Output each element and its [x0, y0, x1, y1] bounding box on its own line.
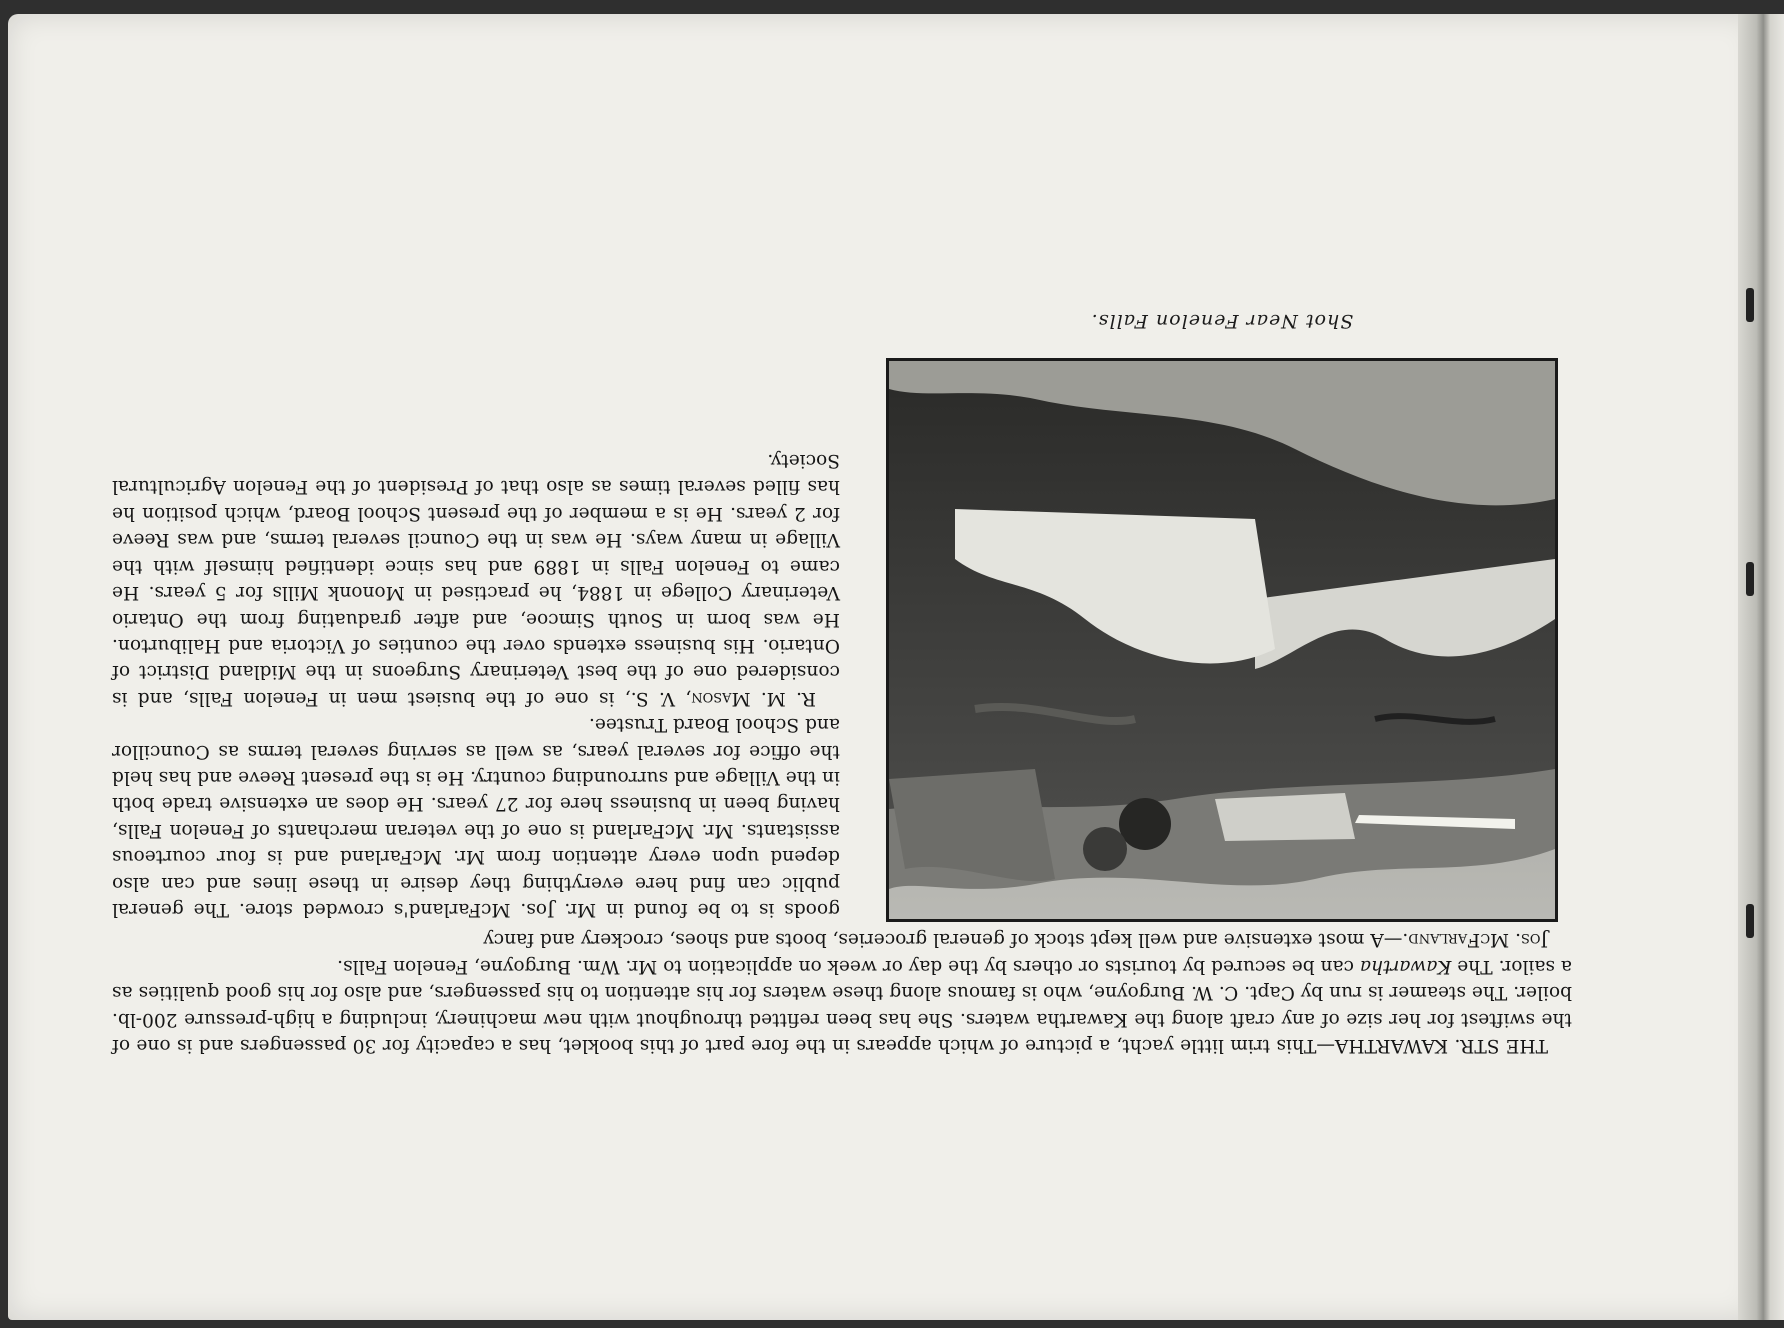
text-column — [112, 447, 840, 922]
kawartha-text-2: can be secured by tourists or others by the day or week on application to Mr. Wm. Burgoyne, Fenelon Falls. — [337, 955, 1354, 977]
mcfarland-paragraph — [112, 926, 1572, 952]
kawartha-section — [112, 926, 1572, 1058]
mason-name: R. M. Mason, V. S., — [624, 687, 816, 709]
mcfarland-text: —A most extensive and well kept stock of general groceries, boots and shoes, crockery and fancy — [483, 929, 1403, 951]
photo-caption: Shot Near Fenelon Falls. — [1090, 310, 1354, 332]
mcfarland-continued: goods is to be found in Mr. Jos. McFarland's crowded store. The general public can find here everything they desire in these lines and can also depend upon every attention from Mr. McFarland and is four courteous assistants. Mr. McFarland is one of the veteran merchants of Fenelon Falls, having been in business here for 27 years. He does an extensive trade both in the Village and surrounding country. He is the present Reeve and has held the office for several years, as well as serving several terms as Councillor and School Board Trustee. — [112, 714, 840, 920]
mcfarland-name: Jos. McFarland. — [1402, 929, 1548, 951]
kawartha-heading: THE STR. KAWARTHA — [1334, 1035, 1548, 1056]
mason-text: is one of the busiest men in Fenelon Falls, and is considered one of the best Veterinary Surgeons in the Midland District of Ontario. His business extends over the counties of Victoria and Haliburton. He was born in South Simcoe, and after graduating from the Ontario Veterinary College in 1884, he practised in Mononk Mills for 5 years. He came to Fenelon Falls in 1889 and has since identified himself with the Village in many ways. He was in the Council several terms, and was Reeve for 2 years. He is a member of the present School Board, which position he has filled several times as also that of President of the Fenelon Agricultural Society. — [111, 450, 840, 709]
mason-paragraph — [112, 447, 840, 711]
kawartha-italic-name: Kawartha — [1359, 955, 1452, 977]
kawartha-paragraph — [112, 952, 1572, 1058]
photo-column — [872, 302, 1572, 922]
kawartha-text-1: —This trim little yacht, a picture of which appears in the fore part of this booklet, has a capacity for 30 passengers and is one of the swiftest for her size of any craft along the Kawartha waters. She has been refitted throughout with new machinery, including a high-pressure 200-lb. boiler. The steamer is run by Capt. C. W. Burgoyne, who is famous along these waters for his attention to his passengers, and also for his good qualities as a sailor. The — [111, 955, 1572, 1056]
page-body — [112, 162, 1572, 922]
photo-illustration — [889, 361, 1555, 919]
photograph — [886, 358, 1558, 922]
